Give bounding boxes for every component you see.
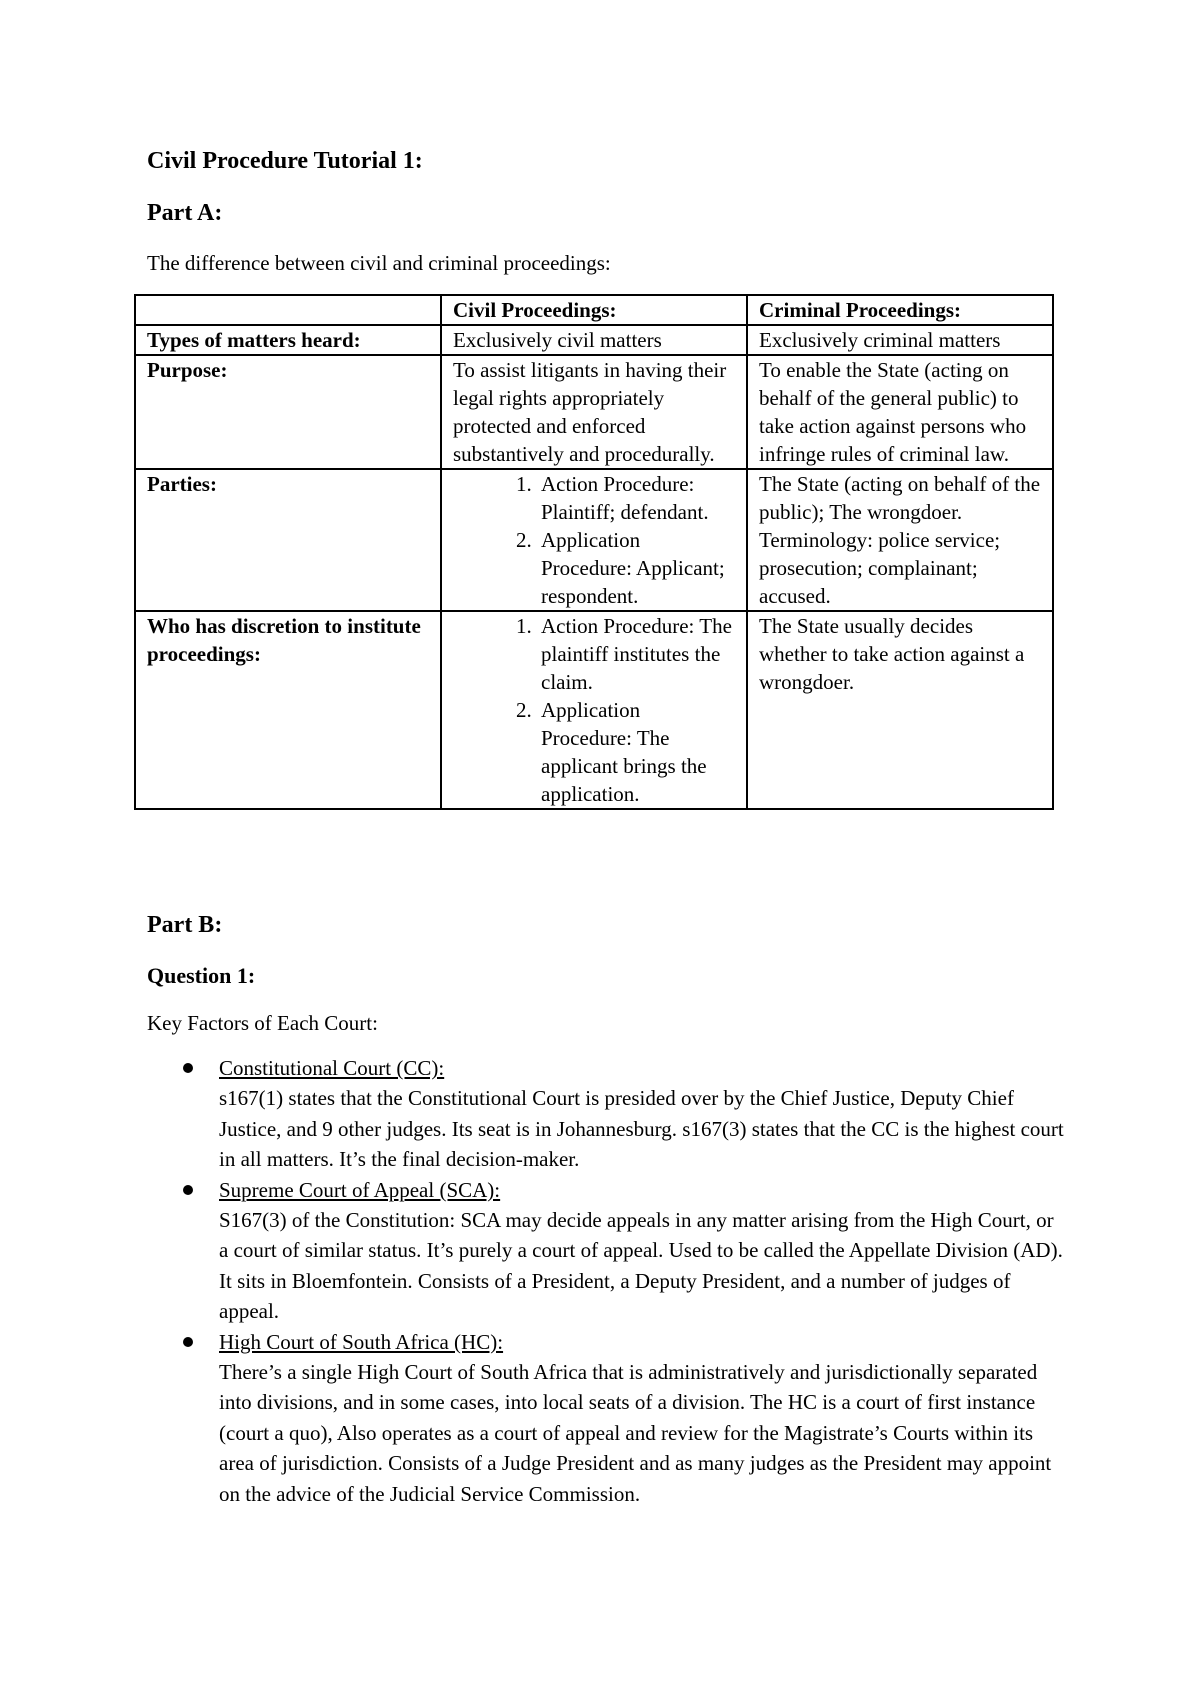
criminal-cell: The State (acting on behalf of the public); The wrongdoer. Terminology: police service; prosecution; complainant; accused.	[747, 469, 1053, 611]
criminal-cell: The State usually decides whether to take action against a wrongdoer.	[747, 611, 1053, 809]
court-name: Supreme Court of Appeal (SCA):	[219, 1177, 501, 1202]
table-row	[135, 325, 1053, 355]
civil-cell: Exclusively civil matters	[441, 325, 747, 355]
court-description: s167(1) states that the Constitutional Court is presided over by the Chief Justice, Deputy Chief Justice, and 9 other judges. Its seat is in Johannesburg. s167(3) states that the CC is the highest court in all matters. It’s the final decision-maker.	[219, 1086, 1064, 1172]
table-row	[135, 355, 1053, 469]
criminal-cell: Exclusively criminal matters	[747, 325, 1053, 355]
part-a-intro: The difference between civil and criminal proceedings:	[147, 251, 611, 275]
part-b-heading: Part B:	[147, 912, 223, 938]
list-item	[147, 1053, 1067, 1175]
list-item: 2. Application Procedure: The applicant brings the application.	[537, 696, 736, 808]
row-label: Parties:	[135, 469, 441, 611]
court-name: Constitutional Court (CC):	[219, 1056, 445, 1080]
civil-cell	[441, 469, 747, 611]
col-header-criminal: Criminal Proceedings:	[747, 295, 1053, 325]
civil-cell: To assist litigants in having their legal rights appropriately protected and enforced substantively and procedurally.	[441, 355, 747, 469]
col-header-civil: Civil Proceedings:	[441, 295, 747, 325]
court-description: S167(3) of the Constitution: SCA may decide appeals in any matter arising from the High Court, or a court of similar status. It’s purely a court of appeal. Used to be called the Appellate Division (AD). It sits in Bloemfontein. Consists of a President, a Deputy President, and a number of judges of appeal.	[219, 1208, 1063, 1324]
list-item	[147, 1175, 1067, 1327]
court-description: There’s a single High Court of South Africa that is administratively and jurisdictionally separated into divisions, and in some cases, into local seats of a division. The HC is a court of first instance (court a quo), Also operates as a court of appeal and review for the Magistrate’s Courts within its area of jurisdiction. Consists of a Judge President and as many judges as the President may appoint on the advice of the Judicial Service Commission.	[219, 1360, 1052, 1506]
list-item: 2. Application Procedure: Applicant; respondent.	[537, 526, 736, 610]
bullet-icon	[183, 1063, 193, 1073]
list-item: 1. Action Procedure: The plaintiff institutes the claim.	[537, 612, 736, 696]
list-item	[147, 1327, 1067, 1509]
table-header-row	[135, 295, 1053, 325]
courts-list	[147, 1053, 1067, 1509]
list-item: 1. Action Procedure: Plaintiff; defendant.	[537, 470, 736, 526]
bullet-icon	[183, 1337, 193, 1347]
civil-cell	[441, 611, 747, 809]
bullet-icon	[183, 1185, 193, 1195]
part-a-heading: Part A:	[147, 200, 223, 226]
row-label: Purpose:	[135, 355, 441, 469]
comparison-table	[134, 294, 1054, 810]
question-heading: Question 1:	[147, 963, 256, 988]
row-label: Who has discretion to institute proceedings:	[135, 611, 441, 809]
numbered-list	[453, 470, 736, 610]
numbered-list	[453, 612, 736, 808]
criminal-cell: To enable the State (acting on behalf of the general public) to take action against persons who infringe rules of criminal law.	[747, 355, 1053, 469]
table-corner-cell	[135, 295, 441, 325]
part-b-intro: Key Factors of Each Court:	[147, 1011, 378, 1035]
row-label: Types of matters heard:	[135, 325, 441, 355]
court-name: High Court of South Africa (HC):	[219, 1329, 504, 1354]
table-row	[135, 469, 1053, 611]
table-row	[135, 611, 1053, 809]
document-title: Civil Procedure Tutorial 1:	[147, 148, 423, 174]
